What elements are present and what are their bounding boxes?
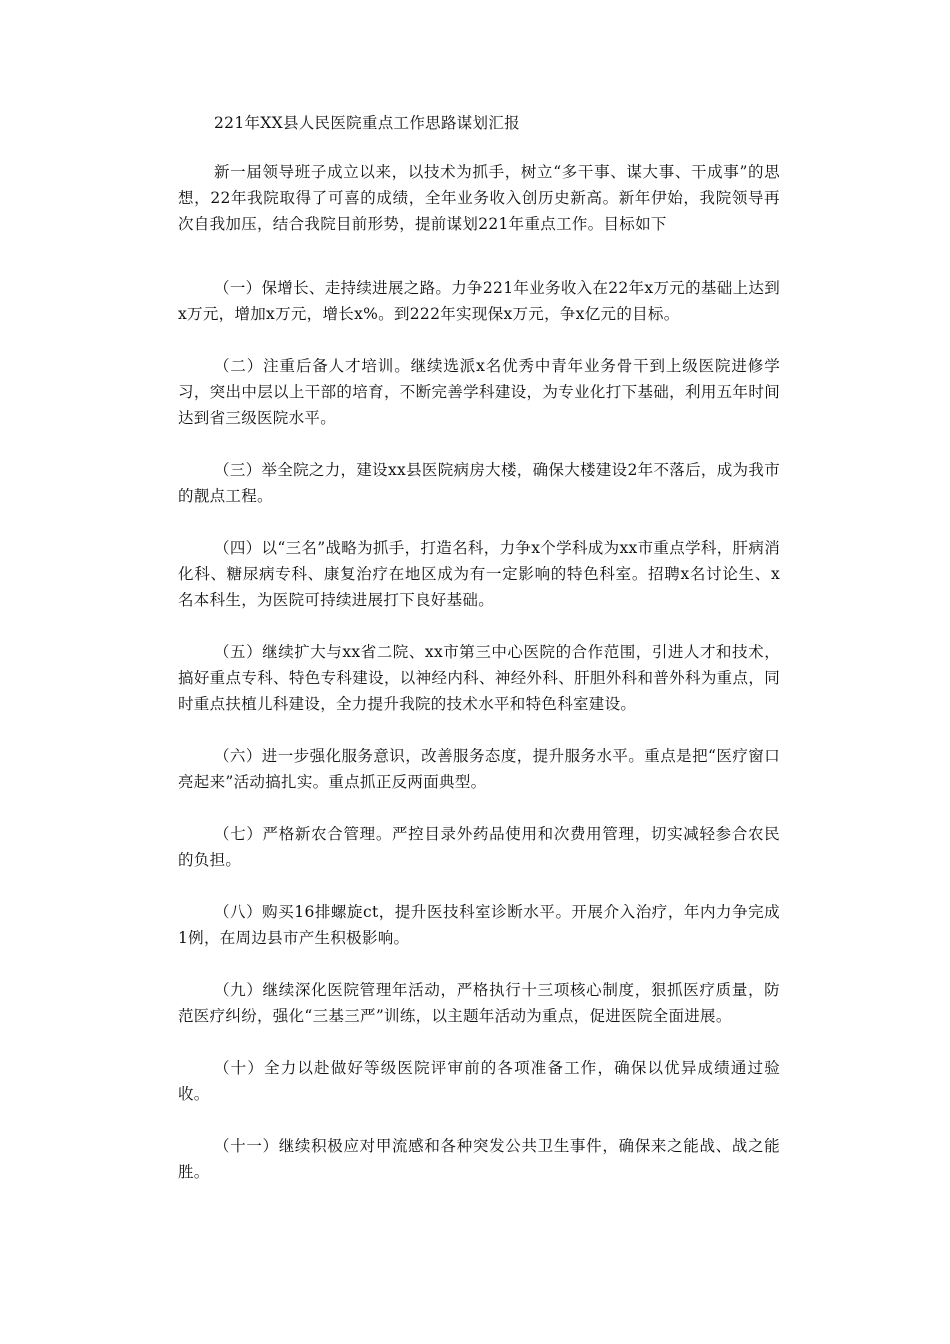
item-paragraph-8: （八）购买16排螺旋ct，提升医技科室诊断水平。开展介入治疗，年内力争完成1例，在周边县市产生积极影响。: [178, 903, 780, 947]
item-paragraph-3: （三）举全院之力，建设xx县医院病房大楼，确保大楼建设2年不落后，成为我市的靓点工程。: [178, 461, 780, 505]
intro-paragraph: 新一届领导班子成立以来，以技术为抓手，树立“多干事、谋大事、干成事”的思想，22年我院取得了可喜的成绩，全年业务收入创历史新高。新年伊始，我院领导再次自我加压，结合我院目前形势，提前谋划221年重点工作。目标如下: [178, 163, 780, 233]
document-page: [178, 110, 780, 1185]
item-paragraph-5: （五）继续扩大与xx省二院、xx市第三中心医院的合作范围，引进人才和技术，搞好重点专科、特色专科建设，以神经内科、神经外科、肝胆外科和普外科为重点，同时重点扶植儿科建设，全力提升我院的技术水平和特色科室建设。: [178, 643, 780, 713]
item-paragraph-6: （六）进一步强化服务意识，改善服务态度，提升服务水平。重点是把“医疗窗口亮起来”活动搞扎实。重点抓正反两面典型。: [178, 747, 780, 791]
item-paragraph-7: （七）严格新农合管理。严控目录外药品使用和次费用管理，切实减轻参合农民的负担。: [178, 825, 780, 869]
item-paragraph-10: （十）全力以赴做好等级医院评审前的各项准备工作，确保以优异成绩通过验收。: [178, 1059, 780, 1103]
item-paragraph-1: （一）保增长、走持续进展之路。力争221年业务收入在22年x万元的基础上达到x万元，增加x万元，增长x%。到222年实现保x万元，争x亿元的目标。: [178, 279, 780, 323]
item-paragraph-11: （十一）继续积极应对甲流感和各种突发公共卫生事件，确保来之能战、战之能胜。: [178, 1137, 780, 1181]
item-paragraph-4: （四）以“三名”战略为抓手，打造名科，力争x个学科成为xx市重点学科，肝病消化科、糖尿病专科、康复治疗在地区成为有一定影响的特色科室。招聘x名讨论生、x名本科生，为医院可持续进展打下良好基础。: [178, 539, 780, 609]
item-paragraph-9: （九）继续深化医院管理年活动，严格执行十三项核心制度，狠抓医疗质量，防范医疗纠纷，强化“三基三严”训练，以主题年活动为重点，促进医院全面进展。: [178, 981, 780, 1025]
item-paragraph-2: （二）注重后备人才培训。继续选派x名优秀中青年业务骨干到上级医院进修学习，突出中层以上干部的培育，不断完善学科建设，为专业化打下基础，利用五年时间达到省三级医院水平。: [178, 357, 780, 427]
document-title: 221年XX县人民医院重点工作思路谋划汇报: [214, 114, 520, 132]
